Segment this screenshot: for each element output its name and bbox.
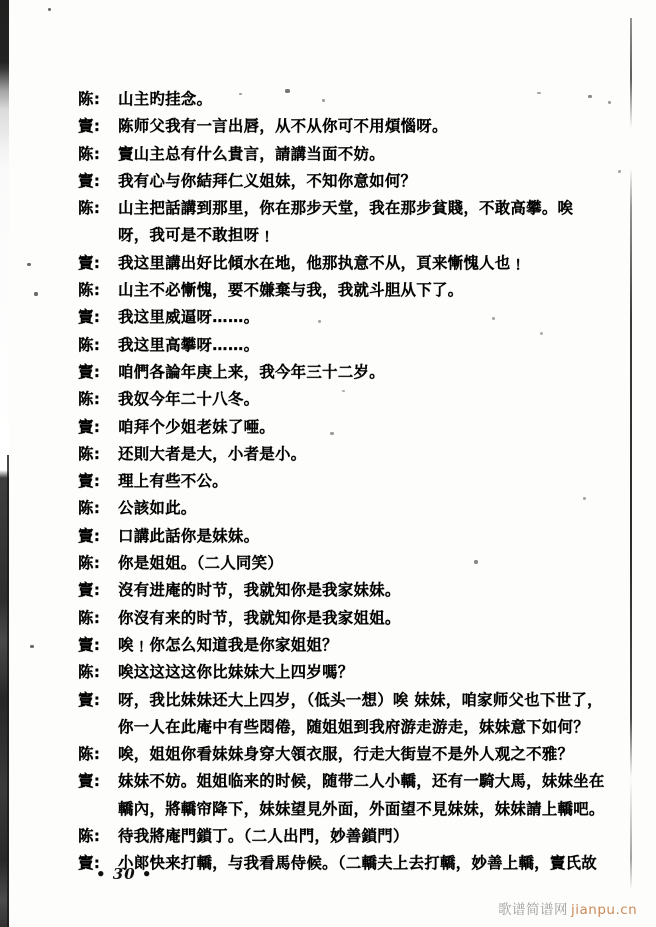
dialogue-line — [78, 141, 618, 168]
dialogue-text: 你是姐姐。（二人同笑） — [118, 554, 284, 573]
dialogue-speaker: 竇: — [78, 117, 101, 136]
dialogue-speaker: 竇: — [78, 417, 101, 436]
dialogue-speaker: 陈: — [78, 608, 101, 627]
dialogue-text: 你沒有来的时节，我就知你是我家姐姐。 — [118, 608, 401, 627]
dialogue-line — [78, 495, 618, 522]
dialogue-line — [78, 605, 618, 632]
dialogue-speaker: 陈: — [78, 335, 101, 354]
dialogue-speaker: 竇: — [78, 362, 101, 381]
dialogue-line — [78, 659, 618, 686]
scan-speck — [27, 263, 31, 266]
dialogue-speaker: 陈: — [78, 663, 101, 682]
dialogue-speaker: 陈: — [78, 499, 101, 518]
dialogue-line — [78, 86, 618, 113]
dialogue-speaker: 竇: — [78, 581, 101, 600]
dialogue-line — [78, 414, 618, 441]
dialogue-speaker: 陈: — [78, 281, 101, 300]
dialogue-speaker: 竇: — [78, 772, 101, 791]
dialogue-line — [78, 441, 618, 468]
dialogue-text: 沒有进庵的时节，我就知你是我家妹妹。 — [118, 581, 401, 600]
dialogue-speaker: 陈: — [78, 199, 101, 218]
dialogue-text: 唉﹗你怎么知道我是你家姐姐？ — [118, 635, 338, 654]
dialogue-text: 理上有些不公。 — [118, 472, 228, 491]
dialogue-text: 妹妹不妨。姐姐临来的时候，随带二人小轎，还有一騎大馬，妹妹坐在轎內，將轎帘降下，妹妹望見外面，外面望不見妹妹，妹妹請上轎吧。 — [118, 772, 605, 818]
dialogue-speaker: 竇: — [78, 635, 101, 654]
dialogue-line — [78, 823, 618, 850]
watermark-url: jianpu.cn — [571, 902, 638, 918]
scan-speck — [30, 645, 34, 648]
page-number: • 30 • — [96, 865, 153, 883]
dialogue-text: 唉，姐姐你看妹妹身穿大領衣服，行走大街豈不是外人观之不雅？ — [118, 745, 574, 764]
dialogue-line — [78, 768, 618, 823]
dialogue-speaker: 竇: — [78, 171, 101, 190]
dialogue-text: 我这里講出好比傾水在地，他那执意不从，頁来慚愧人也﹗ — [118, 253, 527, 272]
scan-artifact-right-line — [630, 18, 632, 890]
dialogue-line — [78, 741, 618, 768]
dialogue-speaker: 陈: — [78, 745, 101, 764]
dialogue-line — [78, 550, 618, 577]
dialogue-speaker: 竇: — [78, 854, 101, 873]
dialogue-speaker: 陈: — [78, 444, 101, 463]
dialogue-text: 咱們各論年庚上来，我今年三十二岁。 — [118, 362, 385, 381]
dialogue-text: 山主把話講到那里，你在那步天堂，我在那步貧賤，不敢高攀。唉 — [118, 199, 574, 218]
dialogue-line — [78, 113, 618, 140]
site-watermark — [498, 898, 637, 918]
dialogue-text: 我这里威逼呀……。 — [118, 308, 260, 327]
dialogue-line — [78, 332, 618, 359]
watermark-site-name: 歌谱简谱网 — [498, 902, 568, 918]
dialogue-text: 还則大者是大，小者是小。 — [118, 444, 307, 463]
dialogue-line — [78, 632, 618, 659]
dialogue-line — [78, 359, 618, 386]
dialogue-text: 山主旳挂念。 — [118, 90, 213, 108]
dialogue-speaker: 陈: — [78, 90, 101, 108]
dialogue-speaker: 竇: — [78, 472, 101, 491]
dialogue-speaker: 竇: — [78, 253, 101, 272]
dialogue-text: 口講此話你是妹妹。 — [118, 526, 260, 545]
dialogue-line — [78, 687, 618, 742]
dialogue-line — [78, 577, 618, 604]
dialogue-line — [78, 468, 618, 495]
dialogue-text: 我奴今年二十八冬。 — [118, 390, 260, 409]
dialogue-text: 陈师父我有一言出唇，从不从你可不用煩惱呀。 — [118, 117, 448, 136]
scan-artifact-left-line — [7, 455, 9, 927]
dialogue-text: 竇山主总有什么貴言，請講当面不妨。 — [118, 144, 385, 163]
dialogue-text: 呀，我可是不敢担呀﹗ — [118, 226, 275, 245]
dialogue-line — [78, 277, 618, 304]
dialogue-line — [78, 386, 618, 413]
dialogue-line — [78, 850, 618, 877]
script-dialogue-body — [78, 86, 618, 878]
dialogue-line — [78, 222, 618, 249]
dialogue-line — [78, 168, 618, 195]
dialogue-speaker: 陈: — [78, 554, 101, 573]
scan-speck — [34, 292, 38, 296]
dialogue-speaker: 竇: — [78, 526, 101, 545]
dialogue-speaker: 陈: — [78, 390, 101, 409]
scan-speck — [48, 8, 51, 11]
scan-speck — [618, 170, 621, 173]
dialogue-speaker: 陈: — [78, 827, 101, 846]
dialogue-line — [78, 304, 618, 331]
dialogue-speaker: 竇: — [78, 690, 101, 709]
dialogue-text: 我有心与你結拜仁义姐妹，不知你意如何？ — [118, 171, 417, 190]
dialogue-text: 我这里高攀呀……。 — [118, 335, 260, 354]
dialogue-text: 小郞快来打轎，与我看馬侍候。（二轎夫上去打轎，妙善上轎，竇氏故 — [118, 854, 597, 873]
dialogue-text: 咱拜个少姐老妹了唖。 — [118, 417, 275, 436]
dialogue-text: 唉这这这这你比妹妹大上四岁嗎？ — [118, 663, 354, 682]
dialogue-line — [78, 250, 618, 277]
dialogue-line — [78, 523, 618, 550]
dialogue-text: 呀，我比妹妹还大上四岁，（低头一想）唉 妹妹，咱家师父也下世了，你一人在此庵中有些悶倦，随姐姐到我府游走游走，妹妹意下如何？ — [118, 690, 603, 736]
dialogue-line — [78, 195, 618, 222]
dialogue-text: 山主不必慚愧，要不嫌棄与我，我就斗胆从下了。 — [118, 281, 464, 300]
dialogue-speaker: 陈: — [78, 144, 101, 163]
dialogue-text: 待我將庵門鎖丁。（二人出門，妙善鎖門） — [118, 827, 409, 846]
dialogue-text: 公該如此。 — [118, 499, 197, 518]
dialogue-speaker: 竇: — [78, 308, 101, 327]
